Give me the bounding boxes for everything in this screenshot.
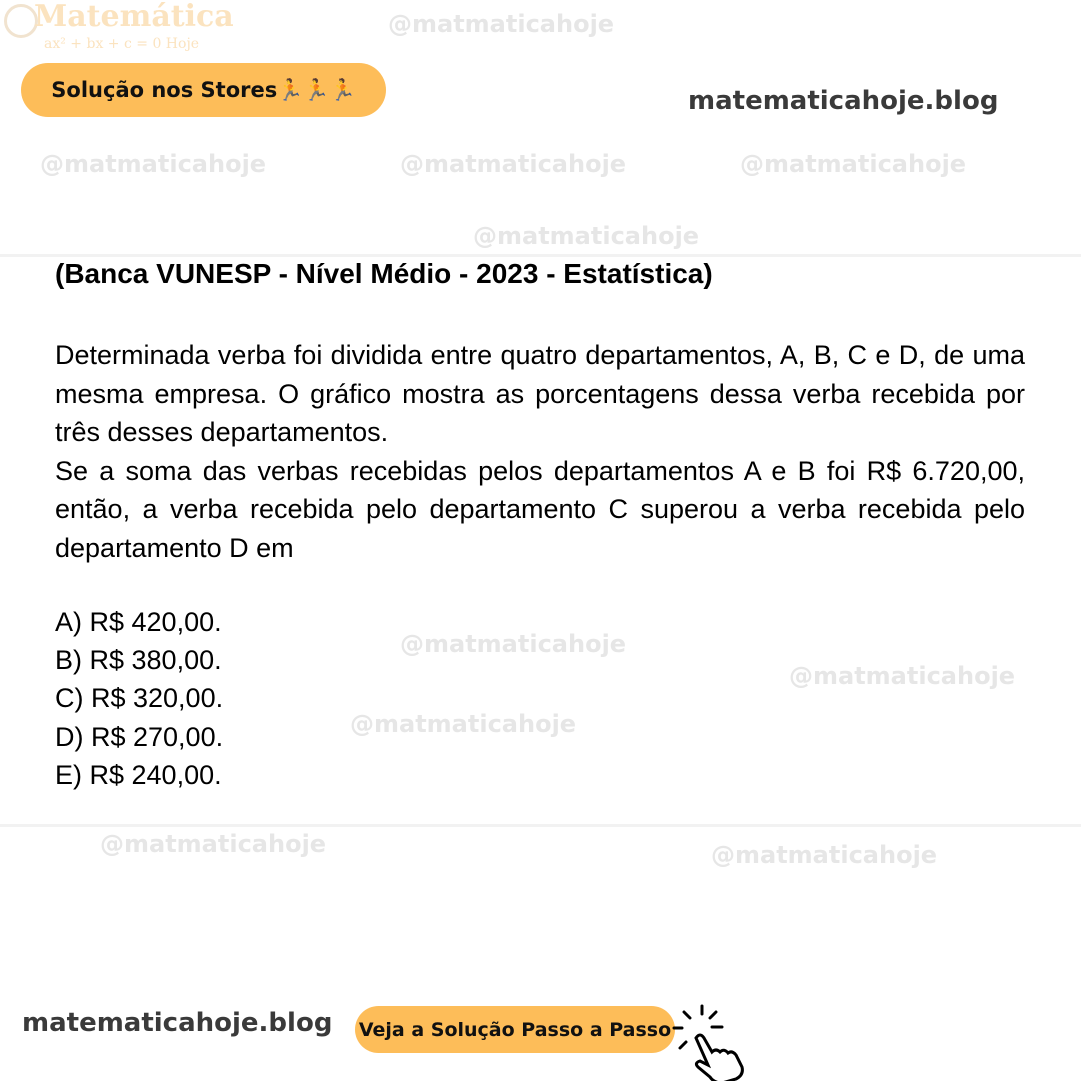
watermark: @matmaticahoje xyxy=(740,150,967,178)
option-d: D) R$ 270,00. xyxy=(55,721,224,752)
watermark: @matmaticahoje xyxy=(100,830,327,858)
site-url-header[interactable]: matematicahoje.blog xyxy=(688,86,999,116)
globe-pin-icon xyxy=(4,4,38,38)
site-url-footer[interactable]: matematicahoje.blog xyxy=(22,1008,333,1038)
step-by-step-solution-button[interactable] xyxy=(355,1006,675,1053)
question-title: (Banca VUNESP - Nível Médio - 2023 - Estatística) xyxy=(55,258,713,289)
logo-title: Matemática xyxy=(34,0,234,34)
stores-solution-label: Solução nos Stores🏃🏃🏃 xyxy=(51,77,356,102)
question-paragraph: Se a soma das verbas recebidas pelos departamentos A e B foi R$ 6.720,00, então, a verba recebida pelo departamento C superou a verba recebida pelo departamento D em xyxy=(55,455,1025,563)
option-e: E) R$ 240,00. xyxy=(55,759,222,790)
pointing-hand-click-icon xyxy=(672,1002,752,1081)
solution-button-label: Veja a Solução Passo a Passo xyxy=(358,1018,672,1041)
watermark: @matmaticahoje xyxy=(711,841,938,869)
watermark: @matmaticahoje xyxy=(400,150,627,178)
divider xyxy=(0,254,1081,257)
watermark: @matmaticahoje xyxy=(388,10,615,38)
option-b: B) R$ 380,00. xyxy=(55,645,222,676)
stores-solution-button[interactable] xyxy=(21,63,386,117)
watermark: @matmaticahoje xyxy=(473,222,700,250)
watermark: @matmaticahoje xyxy=(350,710,577,738)
logo-subtitle: ax² + bx + c = 0 Hoje xyxy=(44,36,200,52)
answer-options xyxy=(55,603,223,794)
option-c: C) R$ 320,00. xyxy=(55,683,224,714)
watermark: @matmaticahoje xyxy=(789,662,1016,690)
question-body xyxy=(55,336,1025,567)
option-a: A) R$ 420,00. xyxy=(55,607,222,637)
watermark: @matmaticahoje xyxy=(400,630,627,658)
divider xyxy=(0,824,1081,827)
question-paragraph: Determinada verba foi dividida entre quatro departamentos, A, B, C e D, de uma mesma empresa. O gráfico mostra as porcentagens dessa verba recebida por três desses departamentos. xyxy=(55,340,1025,447)
watermark: @matmaticahoje xyxy=(40,150,267,178)
